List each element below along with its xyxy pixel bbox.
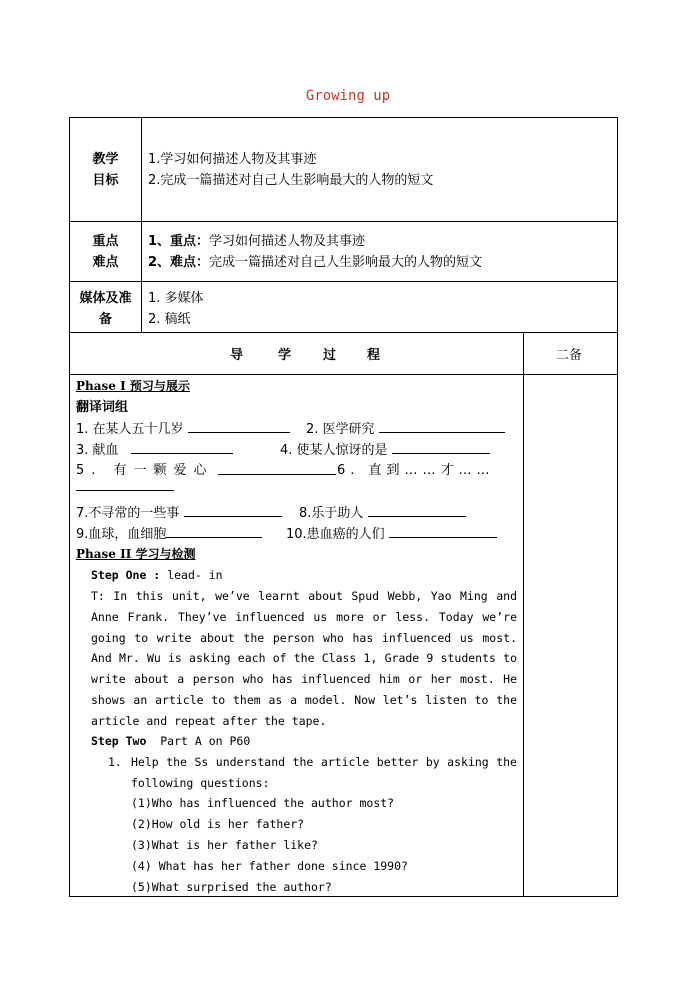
question-item: (5)What surprised the author? — [131, 880, 332, 894]
process-header-char: 导 — [230, 348, 244, 363]
media-item: 2. 稿纸 — [148, 312, 191, 327]
process-header-char: 程 — [367, 348, 381, 363]
process-header-char: 学 — [278, 348, 292, 363]
phrase-item: 7.不寻常的一些事 — [76, 502, 282, 524]
phase1-subtitle: 翻译词组 — [76, 400, 129, 415]
phrase-item: 4. 使某人惊讶的是 — [280, 439, 490, 461]
phrase-item: 6. 直到……才…… — [337, 463, 495, 478]
phrase-item: 5. 有一颗爱心 — [76, 463, 214, 478]
phrase-item: 9.血球，血细胞 — [76, 523, 262, 545]
phrase-item: 3. 献血 — [76, 439, 233, 461]
phrase-blank — [218, 460, 336, 482]
objective-item: 2.完成一篇描述对自己人生影响最大的人物的短文 — [148, 173, 434, 188]
column-divider — [523, 332, 524, 896]
media-item: 1. 多媒体 — [148, 291, 204, 306]
step2-line: Step Two Part A on P60 — [91, 734, 251, 748]
question-item: (2)How old is her father? — [131, 817, 305, 831]
question-item: (1)Who has influenced the author most? — [131, 796, 395, 810]
phase1-heading: Phase I 预习与展示 — [76, 379, 190, 393]
phrase-blank — [76, 476, 174, 498]
key-point-item: 1、重点：学习如何描述人物及其事迹 — [148, 234, 366, 249]
question-item: (4) What has her father done since 1990? — [131, 859, 408, 873]
phrase-item: 2. 医学研究 — [306, 418, 505, 440]
process-header-char: 过 — [323, 348, 337, 363]
phrase-item: 10.患血癌的人们 — [286, 523, 497, 545]
question-item: (3)What is her father like? — [131, 838, 318, 852]
step1-line: Step One : lead- in — [91, 568, 223, 582]
document-title: Growing up — [305, 88, 391, 104]
column-divider — [141, 118, 142, 332]
task1-text: Help the Ss understand the article better by asking the following questions: — [131, 755, 517, 790]
media-label: 媒体及准 备 — [79, 291, 132, 327]
key-points-label: 重点 难点 — [92, 234, 119, 270]
task1-number: 1. — [108, 755, 122, 769]
second-prep-header: 二备 — [556, 348, 583, 363]
phase2-heading: Phase II 学习与检测 — [76, 547, 196, 561]
row-divider — [70, 281, 617, 282]
lesson-table — [69, 117, 618, 897]
phrase-item: 8.乐于助人 — [299, 502, 466, 524]
difficulty-item: 2、难点：完成一篇描述对自己人生影响最大的人物的短文 — [148, 255, 483, 270]
objective-item: 1.学习如何描述人物及其事迹 — [148, 152, 317, 167]
row-divider — [70, 332, 617, 333]
phrase-item: 1. 在某人五十几岁 — [76, 418, 290, 440]
lead-in-paragraph: T: In this unit, we’ve learnt about Spud Webb, Yao Ming and Anne Frank. They’ve influenced us more or less. Today we’re going to write about the person who has influenced us most. And Mr. Wu is asking each of the Class 1, Grade 9 students to write about a person who has influenced him or her most. He shows an article to them as a model. Now let’s listen to the article and repeat after the tape. — [91, 589, 517, 728]
row-divider — [70, 374, 617, 375]
objectives-label: 教学 目标 — [92, 152, 119, 188]
row-divider — [70, 221, 617, 222]
